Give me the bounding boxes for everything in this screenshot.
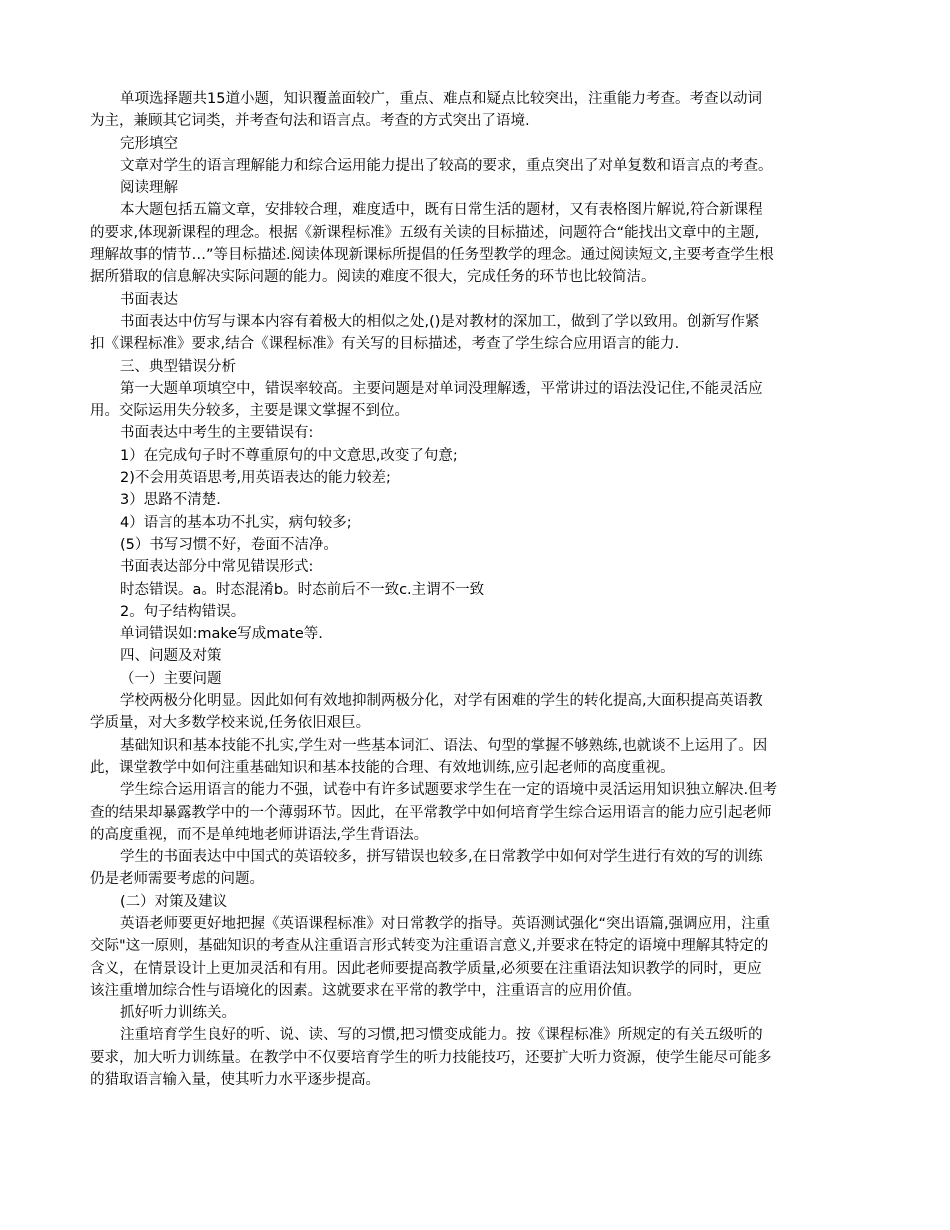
text-line: 仍是老师需要考虑的问题。 — [90, 871, 264, 888]
text-line: 英语老师要更好地把握《英语课程标准》对日常教学的指导。英语测试强化“突出语篇,强调应用，注重 — [120, 915, 771, 932]
text-line: 用。交际运用失分较多，主要是课文掌握不到位。 — [90, 403, 409, 420]
text-line: 学生综合运用语言的能力不强，试卷中有许多试题要求学生在一定的语境中灵活运用知识独立解决.但考 — [120, 782, 778, 799]
text-line: 抓好听力训练关。 — [120, 1005, 236, 1022]
document-body — [90, 88, 862, 1091]
text-line: 书面表达中仿写与课本内容有着极大的相似之处,()是对教材的深加工，做到了学以致用。创新写作紧 — [120, 313, 760, 330]
text-line: 的猎取语言输入量，使其听力水平逐步提高。 — [90, 1072, 380, 1089]
text-line: 3）思路不清楚. — [120, 492, 221, 509]
text-line: 的高度重视，而不是单纯地老师讲语法,学生背语法。 — [90, 826, 429, 843]
text-line: 单词错误如:make写成mate等. — [120, 626, 323, 643]
text-line: 含义，在情景设计上更加灵活和有用。因此老师要提高教学质量,必须要在注重语法知识教学的同时，更应 — [90, 960, 762, 977]
text-line: 的要求,体现新课程的理念。根据《新课程标准》五级有关读的目标描述，问题符合“能找出文章中的主题, — [90, 224, 760, 241]
text-line: 此，课堂教学中如何注重基础知识和基本技能的合理、有效地训练,应引起老师的高度重视。 — [90, 759, 675, 776]
text-line: 阅读理解 — [120, 180, 178, 197]
text-line: 1）在完成句子时不尊重原句的中文意思,改变了句意; — [120, 447, 458, 464]
text-line: （一）主要问题 — [120, 670, 222, 687]
text-line: 第一大题单项填空中，错误率较高。主要问题是对单词没理解透，平常讲过的语法没记住,不能灵活应 — [120, 380, 763, 397]
text-line: 学质量，对大多数学校来说,任务依旧艰巨。 — [90, 715, 371, 732]
text-line: 4）语言的基本功不扎实，病句较多; — [120, 514, 352, 531]
text-line: 扣《课程标准》要求,结合《课程标准》有关写的目标描述，考查了学生综合应用语言的能力. — [90, 336, 680, 353]
text-line: 交际"这一原则，基础知识的考查从注重语言形式转变为注重语言意义,并要求在特定的语境中理解其特定的 — [90, 938, 769, 955]
text-line: (5）书写习惯不好，卷面不洁净。 — [120, 536, 338, 553]
text-line: 该注重增加综合性与语境化的因素。这就要求在平常的教学中，注重语言的应用价值。 — [90, 982, 641, 999]
text-line: 本大题包括五篇文章，安排较合理，难度适中，既有日常生活的题材，又有表格图片解说,符合新课程 — [120, 202, 763, 219]
text-line: 书面表达部分中常见错误形式: — [120, 559, 314, 576]
text-line: 注重培育学生良好的听、说、读、写的习惯,把习惯变成能力。按《课程标准》所规定的有关五级听的 — [120, 1027, 763, 1044]
text-line: 单项选择题共15道小题，知识覆盖面较广，重点、难点和疑点比较突出，注重能力考查。考查以动词 — [120, 91, 762, 107]
text-line: 2)不会用英语思考,用英语表达的能力较差; — [120, 470, 391, 487]
text-line: 查的结果却暴露教学中的一个薄弱环节。因此，在平常教学中如何培育学生综合运用语言的能力应引起老师 — [90, 804, 772, 821]
text-line: 理解故事的情节…”等目标描述.阅读体现新课标所提倡的任务型教学的理念。通过阅读短文,主要考查学生根 — [90, 247, 774, 264]
text-line: 2。句子结构错误。 — [120, 603, 246, 620]
text-line: 为主，兼顾其它词类，并考查句法和语言点。考查的方式突出了语境. — [90, 113, 530, 130]
text-line: (二）对策及建议 — [120, 893, 228, 910]
text-line: 三、典型错误分析 — [120, 358, 236, 375]
text-line: 四、问题及对策 — [120, 648, 222, 665]
text-line: 完形填空 — [120, 135, 178, 152]
text-line: 要求，加大听力训练量。在教学中不仅要培育学生的听力技能技巧，还要扩大听力资源，使学生能尽可能多 — [90, 1049, 772, 1066]
text-line: 书面表达中考生的主要错误有: — [120, 425, 314, 442]
text-line: 学生的书面表达中中国式的英语较多，拼写错误也较多,在日常教学中如何对学生进行有效的写的训练 — [120, 849, 763, 866]
text-line: 时态错误。a。时态混淆b。时态前后不一致c.主谓不一致 — [120, 581, 485, 598]
text-line: 据所猎取的信息解决实际问题的能力。阅读的难度不很大，完成任务的环节也比较简洁。 — [90, 269, 656, 286]
text-line: 学校两极分化明显。因此如何有效地抑制两极分化，对学有困难的学生的转化提高,大面积提高英语教 — [120, 693, 763, 710]
text-line: 基础知识和基本技能不扎实,学生对一些基本词汇、语法、句型的掌握不够熟练,也就谈不上运用了。因 — [120, 737, 768, 754]
text-line: 书面表达 — [120, 291, 178, 308]
text-line: 文章对学生的语言理解能力和综合运用能力提出了较高的要求，重点突出了对单复数和语言点的考查。 — [120, 157, 773, 174]
